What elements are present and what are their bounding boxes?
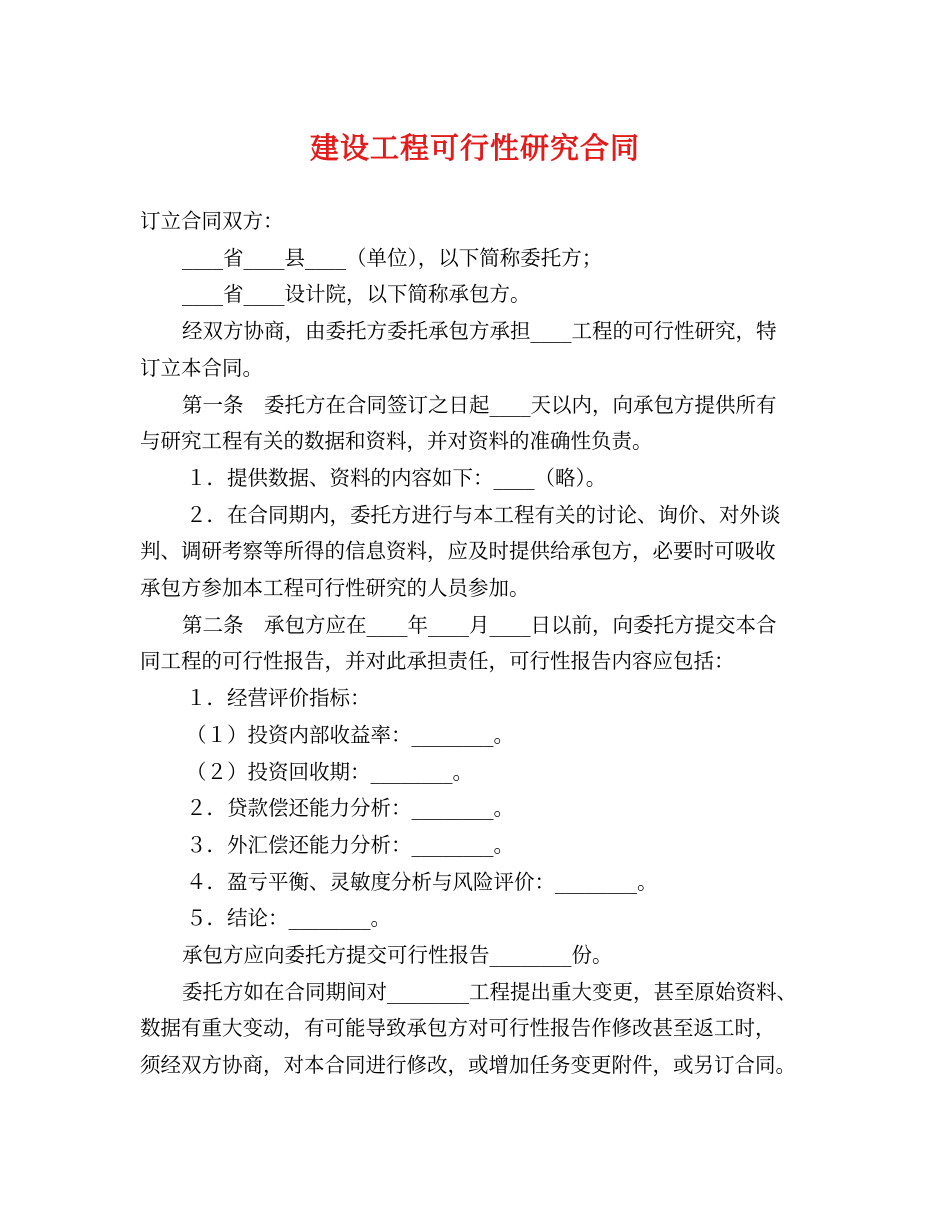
article-2-item-1-sub-2: （２）投资回收期：________。 bbox=[186, 759, 473, 784]
contractor-party-line: ____省____设计院，以下简称承包方。 bbox=[182, 282, 531, 307]
preamble-line-2: 订立本合同。 bbox=[140, 355, 263, 380]
article-2-item-5: ５．结论：________。 bbox=[186, 906, 391, 931]
change-clause-line-3: 须经双方协商，对本合同进行修改，或增加任务变更附件，或另订合同。 bbox=[140, 1053, 796, 1078]
article-1-item-2-line-1: ２．在合同期内，委托方进行与本工程有关的讨论、询价、对外谈 bbox=[186, 502, 781, 527]
article-2-item-3: ３．外汇偿还能力分析：________。 bbox=[186, 832, 514, 857]
article-1-line-2: 与研究工程有关的数据和资料，并对资料的准确性负责。 bbox=[140, 429, 653, 454]
article-2-line-1: 第二条 承包方应在____年____月____日以前，向委托方提交本合 bbox=[182, 612, 777, 637]
article-2-item-4: ４．盈亏平衡、灵敏度分析与风险评价：________。 bbox=[186, 869, 658, 894]
article-1-item-1: １．提供数据、资料的内容如下：____（略）。 bbox=[186, 465, 607, 490]
document-title: 建设工程可行性研究合同 bbox=[309, 131, 640, 165]
change-clause-line-2: 数据有重大变动，有可能导致承包方对可行性报告作修改甚至返工时， bbox=[140, 1016, 776, 1041]
article-1-item-2-line-2: 判、调研考察等所得的信息资料，应及时提供给承包方，必要时可吸收 bbox=[140, 539, 776, 564]
article-2-item-1: １．经营评价指标： bbox=[186, 686, 371, 711]
article-1-item-2-line-3: 承包方参加本工程可行性研究的人员参加。 bbox=[140, 576, 530, 601]
article-1-line-1: 第一条 委托方在合同签订之日起____天以内，向承包方提供所有 bbox=[182, 392, 777, 417]
preamble-line-1: 经双方协商，由委托方委托承包方承担____工程的可行性研究，特 bbox=[182, 319, 777, 344]
document-body bbox=[140, 203, 830, 1084]
client-party-line: ____省____县____（单位），以下简称委托方； bbox=[182, 245, 603, 270]
report-copies-line: 承包方应向委托方提交可行性报告________份。 bbox=[182, 943, 613, 968]
article-2-line-2: 同工程的可行性报告，并对此承担责任，可行性报告内容应包括： bbox=[140, 649, 735, 674]
article-2-item-1-sub-1: （１）投资内部收益率：________。 bbox=[186, 722, 514, 747]
parties-heading: 订立合同双方： bbox=[140, 209, 284, 233]
article-2-item-2: ２．贷款偿还能力分析：________。 bbox=[186, 796, 514, 821]
change-clause-line-1: 委托方如在合同期间对________工程提出重大变更，甚至原始资料、 bbox=[182, 979, 797, 1004]
